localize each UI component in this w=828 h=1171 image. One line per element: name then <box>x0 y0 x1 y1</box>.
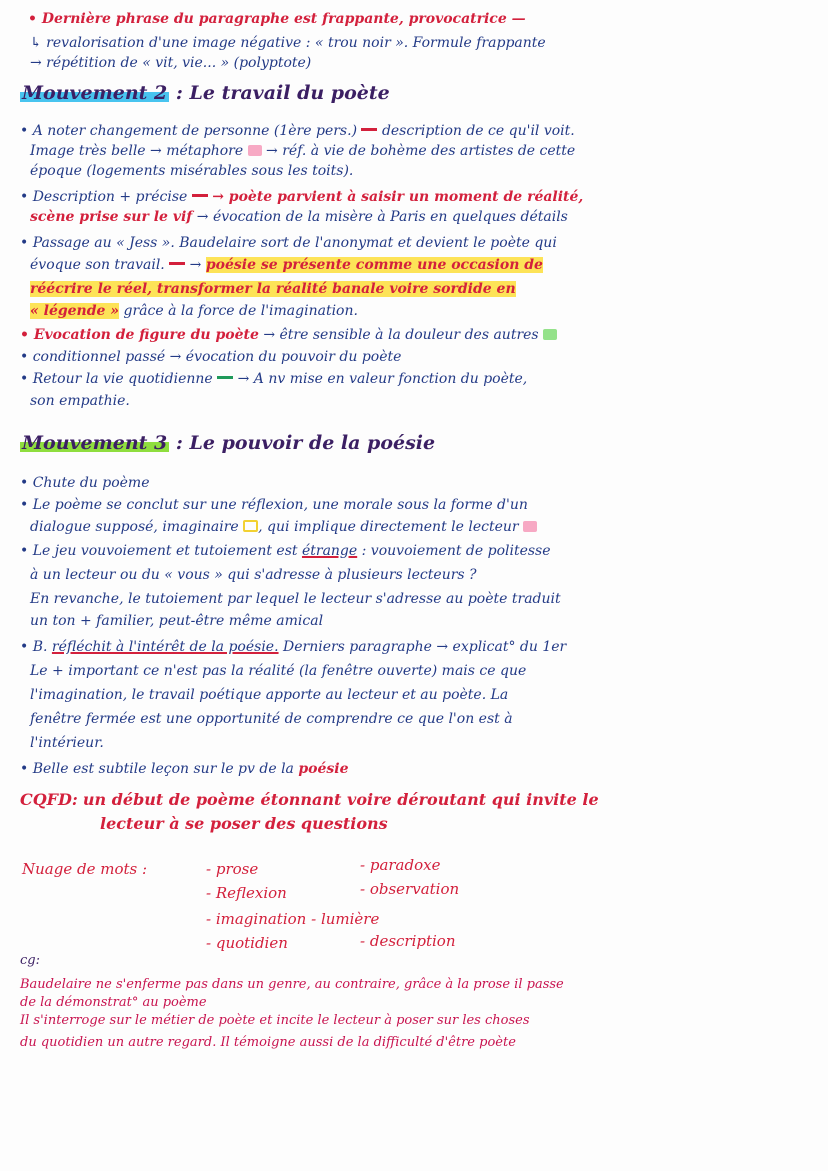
heading-title: : Le travail du poète <box>175 82 390 104</box>
note-line <box>30 686 508 704</box>
note-line <box>20 760 349 778</box>
note-text: un début de poème étonnant voire déroutant qui invite le <box>82 790 599 809</box>
heading-title: : Le pouvoir de la poésie <box>175 432 436 454</box>
note-text: → poète parvient à saisir un moment de réalité, <box>212 189 584 205</box>
underlined-text: étrange <box>301 543 358 559</box>
note-line <box>30 710 513 728</box>
word-cloud-item <box>360 856 440 874</box>
note-line <box>30 54 311 72</box>
note-text: dialogue supposé, imaginaire <box>30 519 239 535</box>
note-text: poésie <box>298 761 349 777</box>
note-text: • B. <box>20 639 48 655</box>
note-line <box>20 474 149 492</box>
note-line <box>20 542 551 560</box>
word-cloud-item <box>206 910 379 928</box>
note-line <box>20 496 528 514</box>
word-cloud-item <box>360 932 456 950</box>
note-line <box>30 734 104 752</box>
note-line <box>30 302 358 320</box>
note-text: → répétition de « vit, vie... » (polyptote) <box>30 55 312 71</box>
note-line <box>30 590 561 608</box>
note-text: → être sensible à la douleur des autres <box>263 327 539 343</box>
note-line <box>30 162 353 180</box>
note-line <box>20 348 401 366</box>
note-text: : vouvoiement de politesse <box>361 543 551 559</box>
note-text: - observation <box>360 880 460 898</box>
note-text: fenêtre fermée est une opportunité de comprendre ce que l'on est à <box>30 711 513 727</box>
note-text: - Reflexion <box>206 884 287 902</box>
note-text: • conditionnel passé → évocation du pouvoir du poète <box>20 349 402 365</box>
underlined-text: réfléchit à l'intérêt de la poésie. <box>51 639 279 655</box>
note-text: • Belle est subtile leçon sur le pv de la <box>20 761 294 777</box>
note-text: l'intérieur. <box>30 735 104 751</box>
note-line <box>20 122 575 140</box>
red-dash-marker <box>169 262 185 265</box>
heading-label: Mouvement 3 <box>22 432 168 454</box>
green-color-swatch <box>543 329 557 340</box>
word-cloud-item <box>206 860 258 878</box>
note-text: lecteur à se poser des questions <box>100 814 388 833</box>
cqfd-label: CQFD: <box>20 790 78 809</box>
conclusion-line <box>100 814 388 834</box>
note-line <box>20 326 557 344</box>
summary-line <box>20 976 564 994</box>
note-text: Image très belle → métaphore <box>30 143 244 159</box>
note-text: , qui implique directement le lecteur <box>258 519 519 535</box>
note-line <box>30 256 543 274</box>
note-text: • Passage au « Jess ». Baudelaire sort de l'anonymat et devient le poète qui <box>20 235 557 251</box>
note-line <box>20 188 583 206</box>
note-text: • Evocation de figure du poète <box>20 327 259 343</box>
note-text: époque (logements misérables sous les toits). <box>30 163 354 179</box>
note-text: Derniers paragraphe → explicat° du 1er <box>283 639 567 655</box>
note-text: l'imagination, le travail poétique apporte au lecteur et au poète. La <box>30 687 509 703</box>
note-text: • Retour la vie quotidienne <box>20 371 213 387</box>
note-text: cg: <box>20 953 40 968</box>
note-text: • Description + précise <box>20 189 188 205</box>
note-text: Nuage de mots : <box>22 860 148 878</box>
highlighted-text: réécrire le réel, transformer la réalité banale voire sordide en <box>30 281 516 297</box>
note-text: à un lecteur ou du « vous » qui s'adresse à plusieurs lecteurs ? <box>30 567 477 583</box>
heading-label: Mouvement 2 <box>22 82 168 104</box>
note-text: Il s'interroge sur le métier de poète et incite le lecteur à poser sur les choses <box>20 1013 530 1028</box>
word-cloud-item <box>206 934 288 952</box>
note-line <box>30 566 477 584</box>
summary-line <box>20 1012 530 1030</box>
word-cloud-item <box>360 880 459 898</box>
note-line <box>30 612 323 630</box>
note-text: - paradoxe <box>360 856 441 874</box>
note-line <box>20 234 557 252</box>
note-line <box>30 662 526 680</box>
note-text: ↳ revalorisation d'une image négative : « trou noir ». Formule frappante <box>30 35 546 51</box>
note-text: scène prise sur le vif <box>30 209 193 225</box>
green-dash-marker <box>217 376 233 379</box>
yellow-color-swatch <box>243 520 258 532</box>
note-text: → évocation de la misère à Paris en quelques détails <box>196 209 568 225</box>
section-heading-2 <box>20 82 390 104</box>
highlighted-text: « légende » <box>30 303 120 319</box>
note-text: lumière <box>320 910 380 928</box>
note-text: • A noter changement de personne (1ère pers.) <box>20 123 358 139</box>
red-dash-marker <box>192 194 208 197</box>
note-text: • Dernière phrase du paragraphe est frappante, provocatrice — <box>28 11 526 27</box>
note-line <box>20 370 527 388</box>
section-heading-3 <box>20 432 435 454</box>
note-text: • Le jeu vouvoiement et tutoiement est <box>20 543 298 559</box>
conclusion-line <box>20 790 599 810</box>
highlighted-text: poésie se présente comme une occasion de <box>205 257 543 273</box>
note-text: description de ce qu'il voit. <box>381 123 575 139</box>
note-text: grâce à la force de l'imagination. <box>123 303 358 319</box>
cg-label <box>20 952 40 970</box>
summary-line <box>20 1034 516 1052</box>
note-line <box>30 34 546 52</box>
note-line <box>30 518 537 536</box>
note-line <box>30 142 575 160</box>
summary-line <box>20 994 207 1012</box>
note-text: du quotidien un autre regard. Il témoigne aussi de la difficulté d'être poète <box>20 1035 516 1050</box>
word-cloud-label <box>22 860 147 878</box>
note-text: - imagination - <box>206 910 317 928</box>
note-line <box>30 392 130 410</box>
note-line <box>28 10 526 28</box>
note-text: de la démonstrat° au poème <box>20 995 207 1010</box>
note-text: • Le poème se conclut sur une réflexion, une morale sous la forme d'un <box>20 497 528 513</box>
note-text: un ton + familier, peut-être même amical <box>30 613 324 629</box>
note-line <box>20 638 566 656</box>
note-text: En revanche, le tutoiement par lequel le lecteur s'adresse au poète traduit <box>30 591 561 607</box>
red-dash-marker <box>361 128 377 131</box>
note-text: son empathie. <box>30 393 130 409</box>
note-text: → réf. à vie de bohème des artistes de cette <box>266 143 576 159</box>
note-text: → A nv mise en valeur fonction du poète, <box>237 371 528 387</box>
note-text: → <box>189 257 202 273</box>
note-text: - prose <box>206 860 259 878</box>
note-line <box>30 280 516 298</box>
word-cloud-item <box>206 884 287 902</box>
note-line <box>30 208 568 226</box>
pink-color-swatch <box>248 145 262 156</box>
note-text: • Chute du poème <box>20 475 150 491</box>
pink-color-swatch <box>523 521 537 532</box>
note-text: évoque son travail. <box>30 257 165 273</box>
note-text: Le + important ce n'est pas la réalité (la fenêtre ouverte) mais ce que <box>30 663 527 679</box>
note-text: - description <box>360 932 456 950</box>
note-text: Baudelaire ne s'enferme pas dans un genre, au contraire, grâce à la prose il passe <box>20 977 564 992</box>
note-text: - quotidien <box>206 934 288 952</box>
